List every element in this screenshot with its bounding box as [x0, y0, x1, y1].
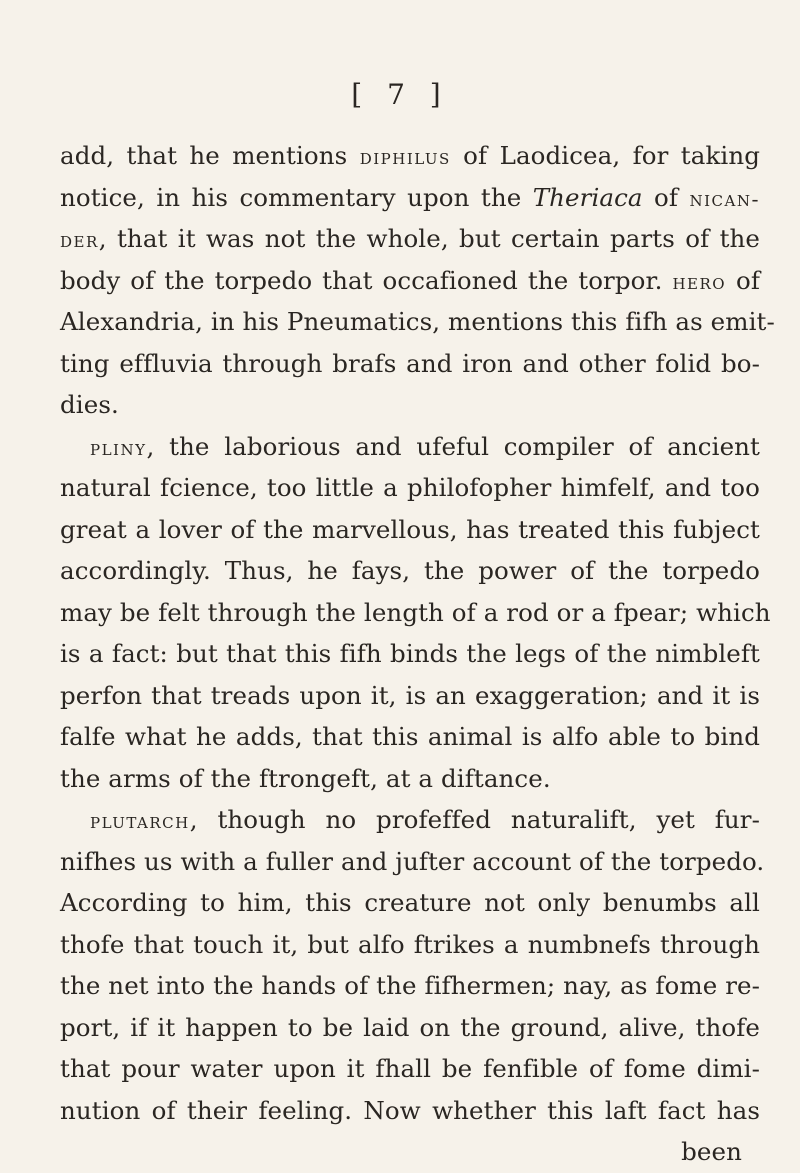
text-segment: may be felt through the length of a rod or a fpear; which	[60, 597, 771, 627]
small-caps-name: der	[60, 228, 99, 252]
text-segment: dies.	[60, 390, 119, 419]
text-line	[60, 799, 760, 841]
text-line	[60, 758, 760, 800]
small-caps-name: hero	[672, 269, 727, 294]
text-segment: According to him, this creature not only benumbs all	[60, 888, 760, 917]
text-segment: , though no profeffed naturalift, yet fur-	[189, 805, 760, 834]
text-segment: body of the torpedo that occafioned the torpor.	[60, 265, 673, 295]
text-line	[60, 550, 760, 592]
text-line	[60, 177, 760, 219]
italic-title: Theriaca	[532, 182, 643, 212]
text-line	[60, 1007, 760, 1049]
text-segment: perfon that treads upon it, is an exaggeration; and it is	[60, 680, 760, 710]
text-line	[60, 1048, 760, 1090]
text-segment: that pour water upon it fhall be fenfible of fome dimi-	[60, 1054, 760, 1083]
text-line	[60, 633, 760, 675]
text-segment: of Laodicea, for taking	[450, 141, 760, 170]
text-segment: the net into the hands of the fifhermen; nay, as fome re-	[60, 971, 761, 1000]
small-caps-name: nican-	[689, 186, 760, 211]
text-line	[60, 218, 760, 260]
text-line	[60, 716, 760, 758]
text-line	[60, 882, 760, 924]
text-line	[60, 924, 760, 966]
text-line	[60, 841, 765, 883]
text-segment: the arms of the ftrongeft, at a diftance.	[60, 763, 551, 793]
text-segment: of	[726, 265, 761, 295]
text-segment: accordingly. Thus, he fays, the power of the torpedo	[60, 556, 760, 585]
text-segment: great a lover of the marvellous, has treated this fubject	[60, 514, 760, 544]
text-segment: nution of their feeling. Now whether this laft fact has	[60, 1095, 760, 1125]
text-segment: , that it was not the whole, but certain parts of the	[98, 224, 760, 253]
text-segment: add, that he mentions	[60, 141, 360, 170]
small-caps-name: pliny	[90, 435, 147, 460]
text-segment: natural fcience, too little a philofopher himfelf, and too	[60, 473, 760, 502]
text-line	[60, 135, 760, 177]
text-segment: Alexandria, in his Pneumatics, mentions this fifh as emit-	[60, 307, 775, 336]
text-line	[60, 1090, 760, 1132]
text-segment: is a fact: but that this fifh binds the legs of the nimbleft	[60, 639, 760, 668]
catchword: been	[681, 1137, 742, 1166]
text-segment: port, if it happen to be laid on the ground, alive, thofe	[60, 1012, 760, 1042]
text-line	[60, 509, 760, 551]
text-segment: of	[642, 182, 690, 212]
text-line	[60, 343, 760, 385]
text-line	[60, 426, 760, 468]
text-segment: notice, in his commentary upon the	[60, 182, 533, 212]
text-segment: nifhes us with a fuller and jufter account of the torpedo.	[60, 846, 765, 876]
text-segment: ting effluvia through brafs and iron and other folid bo-	[60, 348, 760, 378]
text-line	[60, 301, 775, 343]
small-caps-name: diphilus	[359, 145, 451, 169]
text-line	[60, 384, 760, 426]
text-line	[60, 260, 760, 302]
text-segment: falfe what he adds, that this animal is alfo able to bind	[60, 722, 760, 751]
text-line	[60, 592, 771, 634]
text-line	[60, 965, 760, 1007]
page-number: [ 7 ]	[351, 78, 449, 111]
text-segment: thofe that touch it, but alfo ftrikes a numbnefs through	[60, 929, 760, 959]
text-segment: , the laborious and ufeful compiler of ancient	[146, 431, 760, 461]
text-line	[60, 467, 760, 509]
body-text	[60, 135, 775, 1173]
text-line	[60, 675, 760, 717]
small-caps-name: plutarch	[90, 809, 190, 833]
